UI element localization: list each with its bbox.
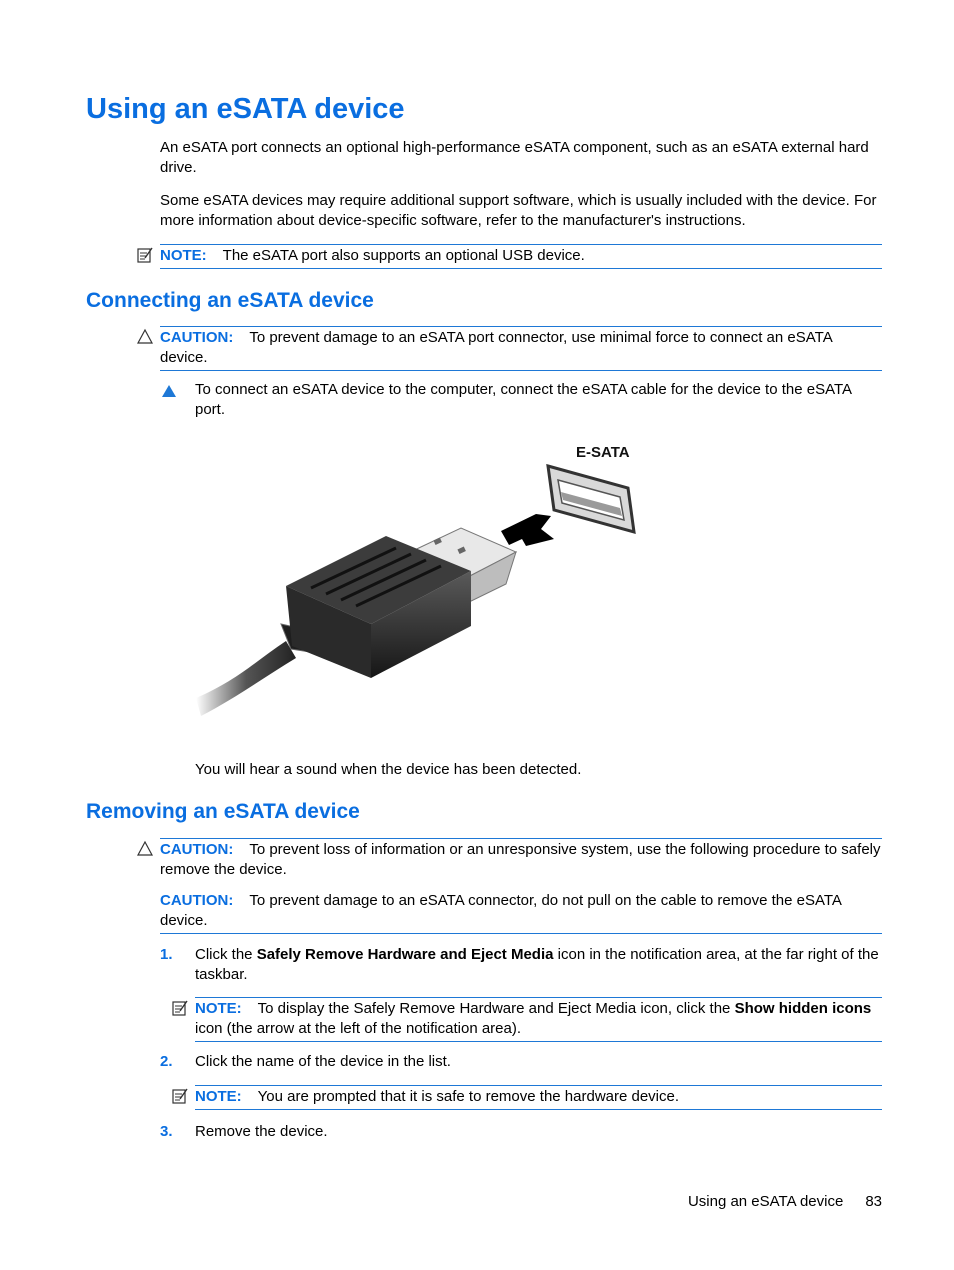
step-1-text: Click the Safely Remove Hardware and Eject Media icon in the notification area, at the far right of the taskbar.	[195, 946, 879, 983]
caution-label: CAUTION:	[160, 841, 234, 858]
insert-arrow-icon	[501, 514, 554, 546]
page-footer	[688, 1192, 882, 1212]
note-icon	[171, 1087, 189, 1105]
note-text: The eSATA port also supports an optional USB device.	[222, 247, 585, 264]
caution-icon	[136, 328, 154, 346]
note-box-2: NOTE: To display the Safely Remove Hardware and Eject Media icon, click the Show hidden icons icon (the arrow at the left of the notification area).	[195, 997, 882, 1042]
page-number: 83	[865, 1193, 882, 1210]
cable	[196, 641, 296, 716]
detection-text: You will hear a sound when the device has been detected.	[195, 761, 582, 778]
step-triangle-icon	[161, 383, 177, 399]
caution-text: To prevent damage to an eSATA connector, do not pull on the cable to remove the eSATA device.	[160, 892, 842, 929]
note-icon	[171, 999, 189, 1017]
caution-text: To prevent damage to an eSATA port connector, use minimal force to connect an eSATA device.	[160, 329, 832, 366]
step-3-text: Remove the device.	[195, 1123, 328, 1140]
note-icon	[136, 246, 154, 264]
note-box-3	[195, 1085, 882, 1110]
note-label: NOTE:	[195, 1000, 242, 1017]
note-label: NOTE:	[195, 1088, 242, 1105]
caution-box-2	[160, 891, 882, 934]
footer-title: Using an eSATA device	[687, 1193, 844, 1210]
esata-connector-illustration	[196, 436, 646, 726]
intro-paragraph-2: Some eSATA devices may require additional support software, which is usually included with the device. For more information about device-specific software, refer to the manufacturer's instructions.	[160, 192, 877, 229]
page-title: Using an eSATA device	[86, 93, 405, 125]
caution-text: To prevent loss of information or an unresponsive system, use the following procedure to safely remove the device.	[160, 841, 881, 878]
caution-label: CAUTION:	[160, 892, 234, 909]
step-number-1: 1.	[160, 946, 173, 963]
step-number-2: 2.	[160, 1053, 173, 1070]
note-label: NOTE:	[160, 247, 207, 264]
step-number-3: 3.	[160, 1123, 173, 1140]
step-2-text: Click the name of the device in the list.	[195, 1053, 451, 1070]
section-heading-connecting: Connecting an eSATA device	[86, 289, 374, 312]
connect-step-text: To connect an eSATA device to the computer, connect the eSATA cable for the device to the eSATA port.	[195, 381, 852, 418]
note-text: You are prompted that it is safe to remove the hardware device.	[257, 1088, 680, 1105]
esata-port	[548, 466, 634, 532]
caution-icon	[136, 840, 154, 858]
intro-paragraph-1: An eSATA port connects an optional high-performance eSATA component, such as an eSATA external hard drive.	[160, 139, 869, 176]
caution-box	[160, 326, 882, 371]
note-box	[160, 244, 882, 269]
section-heading-removing: Removing an eSATA device	[86, 800, 360, 823]
caution-box-1	[160, 838, 882, 880]
esata-port-label: E-SATA	[576, 444, 630, 461]
caution-label: CAUTION:	[160, 329, 234, 346]
